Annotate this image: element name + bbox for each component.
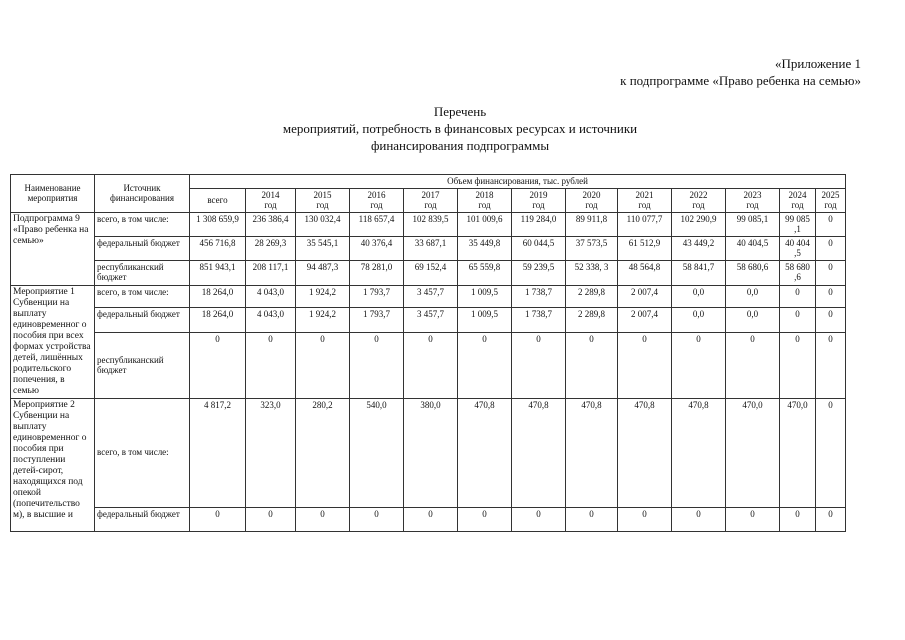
table-row (11, 332, 846, 398)
header-year-value: 2024 (788, 189, 807, 200)
year-value-cell: 1 738,7 (512, 308, 566, 333)
year-value-cell: 35 449,8 (458, 236, 512, 260)
year-value-cell: 2 289,8 (566, 308, 618, 333)
year-value-cell: 40 404 ,5 (780, 236, 816, 260)
header-year-unit: год (791, 200, 804, 210)
year-value-cell: 236 386,4 (246, 212, 296, 236)
year-value-cell: 0 (458, 332, 512, 398)
year-value-cell: 99 085 ,1 (780, 212, 816, 236)
year-value-cell: 470,8 (566, 398, 618, 507)
year-value-cell: 110 077,7 (618, 212, 672, 236)
year-value-cell: 37 573,5 (566, 236, 618, 260)
year-value-cell: 0 (780, 285, 816, 308)
appendix-line-1: «Приложение 1 (774, 56, 861, 71)
year-value-cell: 33 687,1 (404, 236, 458, 260)
year-value-cell: 0 (566, 332, 618, 398)
year-value-cell: 0 (726, 332, 780, 398)
year-value-cell: 0 (246, 507, 296, 531)
year-value-cell: 470,0 (780, 398, 816, 507)
year-value-cell: 3 457,7 (404, 308, 458, 333)
funding-source-cell: всего, в том числе: (95, 398, 190, 507)
year-value-cell: 0 (816, 260, 846, 285)
header-year-unit: год (585, 200, 598, 210)
header-year-value: 2014 (261, 189, 280, 200)
year-value-cell: 1 009,5 (458, 308, 512, 333)
header-total: всего (190, 188, 246, 212)
header-funding-source: Источник финансирования (95, 175, 190, 213)
header-year (816, 188, 846, 212)
table-row (11, 260, 846, 285)
year-value-cell: 0 (816, 236, 846, 260)
header-year-unit: год (370, 200, 383, 210)
year-value-cell: 1 924,2 (296, 308, 350, 333)
header-year (404, 188, 458, 212)
header-year (726, 188, 780, 212)
year-value-cell: 0 (512, 507, 566, 531)
year-value-cell: 58 680 ,6 (780, 260, 816, 285)
funding-source-cell: федеральный бюджет (95, 507, 190, 531)
year-value-cell: 540,0 (350, 398, 404, 507)
table-row (11, 507, 846, 531)
appendix-line-2: к подпрограмме «Право ребенка на семью» (620, 73, 861, 88)
year-value-cell: 61 512,9 (618, 236, 672, 260)
header-year (246, 188, 296, 212)
year-value-cell: 0 (780, 507, 816, 531)
header-year-value: 2015 (313, 189, 332, 200)
year-value-cell: 0 (816, 507, 846, 531)
header-year (672, 188, 726, 212)
year-value-cell: 470,8 (512, 398, 566, 507)
header-year-value: 2017 (421, 189, 440, 200)
total-value-cell: 0 (190, 332, 246, 398)
header-year-unit: год (478, 200, 491, 210)
year-value-cell: 40 376,4 (350, 236, 404, 260)
year-value-cell: 0 (816, 398, 846, 507)
year-value-cell: 89 911,8 (566, 212, 618, 236)
year-value-cell: 94 487,3 (296, 260, 350, 285)
activity-name-cell: Подпрограмма 9 «Право ребенка на семью» (11, 212, 95, 285)
year-value-cell: 0 (296, 507, 350, 531)
year-value-cell: 0 (350, 507, 404, 531)
header-year-unit: год (692, 200, 705, 210)
header-year (566, 188, 618, 212)
funding-source-cell: всего, в том числе: (95, 285, 190, 308)
year-value-cell: 470,0 (726, 398, 780, 507)
header-year (350, 188, 404, 212)
activity-name-cell: Мероприятие 2 Субвенции на выплату единовременног о пособия при поступлении детей-сирот, находящихся под опекой (попечительство м), в высшие и (11, 398, 95, 531)
document-title (200, 103, 720, 154)
year-value-cell: 1 924,2 (296, 285, 350, 308)
table-row (11, 236, 846, 260)
total-value-cell: 4 817,2 (190, 398, 246, 507)
total-value-cell: 0 (190, 507, 246, 531)
header-year-unit: год (264, 200, 277, 210)
year-value-cell: 60 044,5 (512, 236, 566, 260)
year-value-cell: 58 680,6 (726, 260, 780, 285)
table-row (11, 308, 846, 333)
total-value-cell: 456 716,8 (190, 236, 246, 260)
year-value-cell: 380,0 (404, 398, 458, 507)
header-year-value: 2025 (821, 189, 840, 200)
year-value-cell: 0 (726, 507, 780, 531)
year-value-cell: 0 (404, 507, 458, 531)
header-funding-volume: Объем финансирования, тыс. рублей (190, 175, 846, 189)
financing-table (10, 174, 846, 532)
year-value-cell: 1 793,7 (350, 308, 404, 333)
year-value-cell: 65 559,8 (458, 260, 512, 285)
year-value-cell: 28 269,3 (246, 236, 296, 260)
year-value-cell: 78 281,0 (350, 260, 404, 285)
header-year (458, 188, 512, 212)
table-row (11, 398, 846, 507)
funding-source-cell: республиканский бюджет (95, 332, 190, 398)
total-value-cell: 1 308 659,9 (190, 212, 246, 236)
year-value-cell: 0 (246, 332, 296, 398)
header-year-unit: год (316, 200, 329, 210)
year-value-cell: 0 (566, 507, 618, 531)
year-value-cell: 4 043,0 (246, 308, 296, 333)
year-value-cell: 0 (780, 308, 816, 333)
year-value-cell: 99 085,1 (726, 212, 780, 236)
year-value-cell: 52 338, 3 (566, 260, 618, 285)
header-year (618, 188, 672, 212)
total-value-cell: 18 264,0 (190, 285, 246, 308)
year-value-cell: 40 404,5 (726, 236, 780, 260)
funding-source-cell: федеральный бюджет (95, 236, 190, 260)
year-value-cell: 1 793,7 (350, 285, 404, 308)
header-year-unit: год (424, 200, 437, 210)
header-year-value: 2016 (367, 189, 386, 200)
year-value-cell: 130 032,4 (296, 212, 350, 236)
header-year-unit: год (746, 200, 759, 210)
table-row (11, 285, 846, 308)
year-value-cell: 323,0 (246, 398, 296, 507)
year-value-cell: 0 (816, 212, 846, 236)
year-value-cell: 2 007,4 (618, 308, 672, 333)
year-value-cell: 2 289,8 (566, 285, 618, 308)
year-value-cell: 48 564,8 (618, 260, 672, 285)
year-value-cell: 0 (780, 332, 816, 398)
year-value-cell: 470,8 (672, 398, 726, 507)
year-value-cell: 102 839,5 (404, 212, 458, 236)
year-value-cell: 0,0 (726, 308, 780, 333)
year-value-cell: 118 657,4 (350, 212, 404, 236)
year-value-cell: 0 (296, 332, 350, 398)
year-value-cell: 0 (816, 332, 846, 398)
header-year-value: 2019 (529, 189, 548, 200)
year-value-cell: 2 007,4 (618, 285, 672, 308)
header-year-value: 2022 (689, 189, 708, 200)
year-value-cell: 0 (672, 332, 726, 398)
funding-source-cell: федеральный бюджет (95, 308, 190, 333)
year-value-cell: 0 (816, 285, 846, 308)
year-value-cell: 1 009,5 (458, 285, 512, 308)
year-value-cell: 470,8 (458, 398, 512, 507)
header-year-unit: год (638, 200, 651, 210)
title-line-2: мероприятий, потребность в финансовых ресурсах и источники (282, 121, 638, 136)
title-line-1: Перечень (433, 104, 487, 119)
year-value-cell: 35 545,1 (296, 236, 350, 260)
year-value-cell: 0 (458, 507, 512, 531)
funding-source-cell: республиканский бюджет (95, 260, 190, 285)
year-value-cell: 0 (672, 507, 726, 531)
year-value-cell: 58 841,7 (672, 260, 726, 285)
year-value-cell: 43 449,2 (672, 236, 726, 260)
year-value-cell: 0 (512, 332, 566, 398)
year-value-cell: 102 290,9 (672, 212, 726, 236)
total-value-cell: 851 943,1 (190, 260, 246, 285)
header-year (780, 188, 816, 212)
year-value-cell: 0 (816, 308, 846, 333)
year-value-cell: 280,2 (296, 398, 350, 507)
header-year-value: 2020 (582, 189, 601, 200)
year-value-cell: 4 043,0 (246, 285, 296, 308)
header-year-unit: год (824, 200, 837, 210)
year-value-cell: 119 284,0 (512, 212, 566, 236)
year-value-cell: 3 457,7 (404, 285, 458, 308)
year-value-cell: 470,8 (618, 398, 672, 507)
year-value-cell: 0,0 (672, 285, 726, 308)
year-value-cell: 208 117,1 (246, 260, 296, 285)
header-year-value: 2021 (635, 189, 654, 200)
year-value-cell: 0 (350, 332, 404, 398)
header-year (512, 188, 566, 212)
year-value-cell: 101 009,6 (458, 212, 512, 236)
header-year (296, 188, 350, 212)
year-value-cell: 0 (618, 507, 672, 531)
header-activity-name: Наименование мероприятия (11, 175, 95, 213)
year-value-cell: 1 738,7 (512, 285, 566, 308)
year-value-cell: 0 (618, 332, 672, 398)
total-value-cell: 18 264,0 (190, 308, 246, 333)
header-year-unit: год (532, 200, 545, 210)
year-value-cell: 0,0 (726, 285, 780, 308)
funding-source-cell: всего, в том числе: (95, 212, 190, 236)
year-value-cell: 69 152,4 (404, 260, 458, 285)
header-year-value: 2018 (475, 189, 494, 200)
title-line-3: финансирования подпрограммы (370, 138, 550, 153)
table-row (11, 212, 846, 236)
activity-name-cell: Мероприятие 1 Субвенции на выплату единовременног о пособия при всех формах устройства детей, лишённых родительского попечения, в семью (11, 285, 95, 398)
year-value-cell: 59 239,5 (512, 260, 566, 285)
year-value-cell: 0 (404, 332, 458, 398)
year-value-cell: 0,0 (672, 308, 726, 333)
header-year-value: 2023 (743, 189, 762, 200)
